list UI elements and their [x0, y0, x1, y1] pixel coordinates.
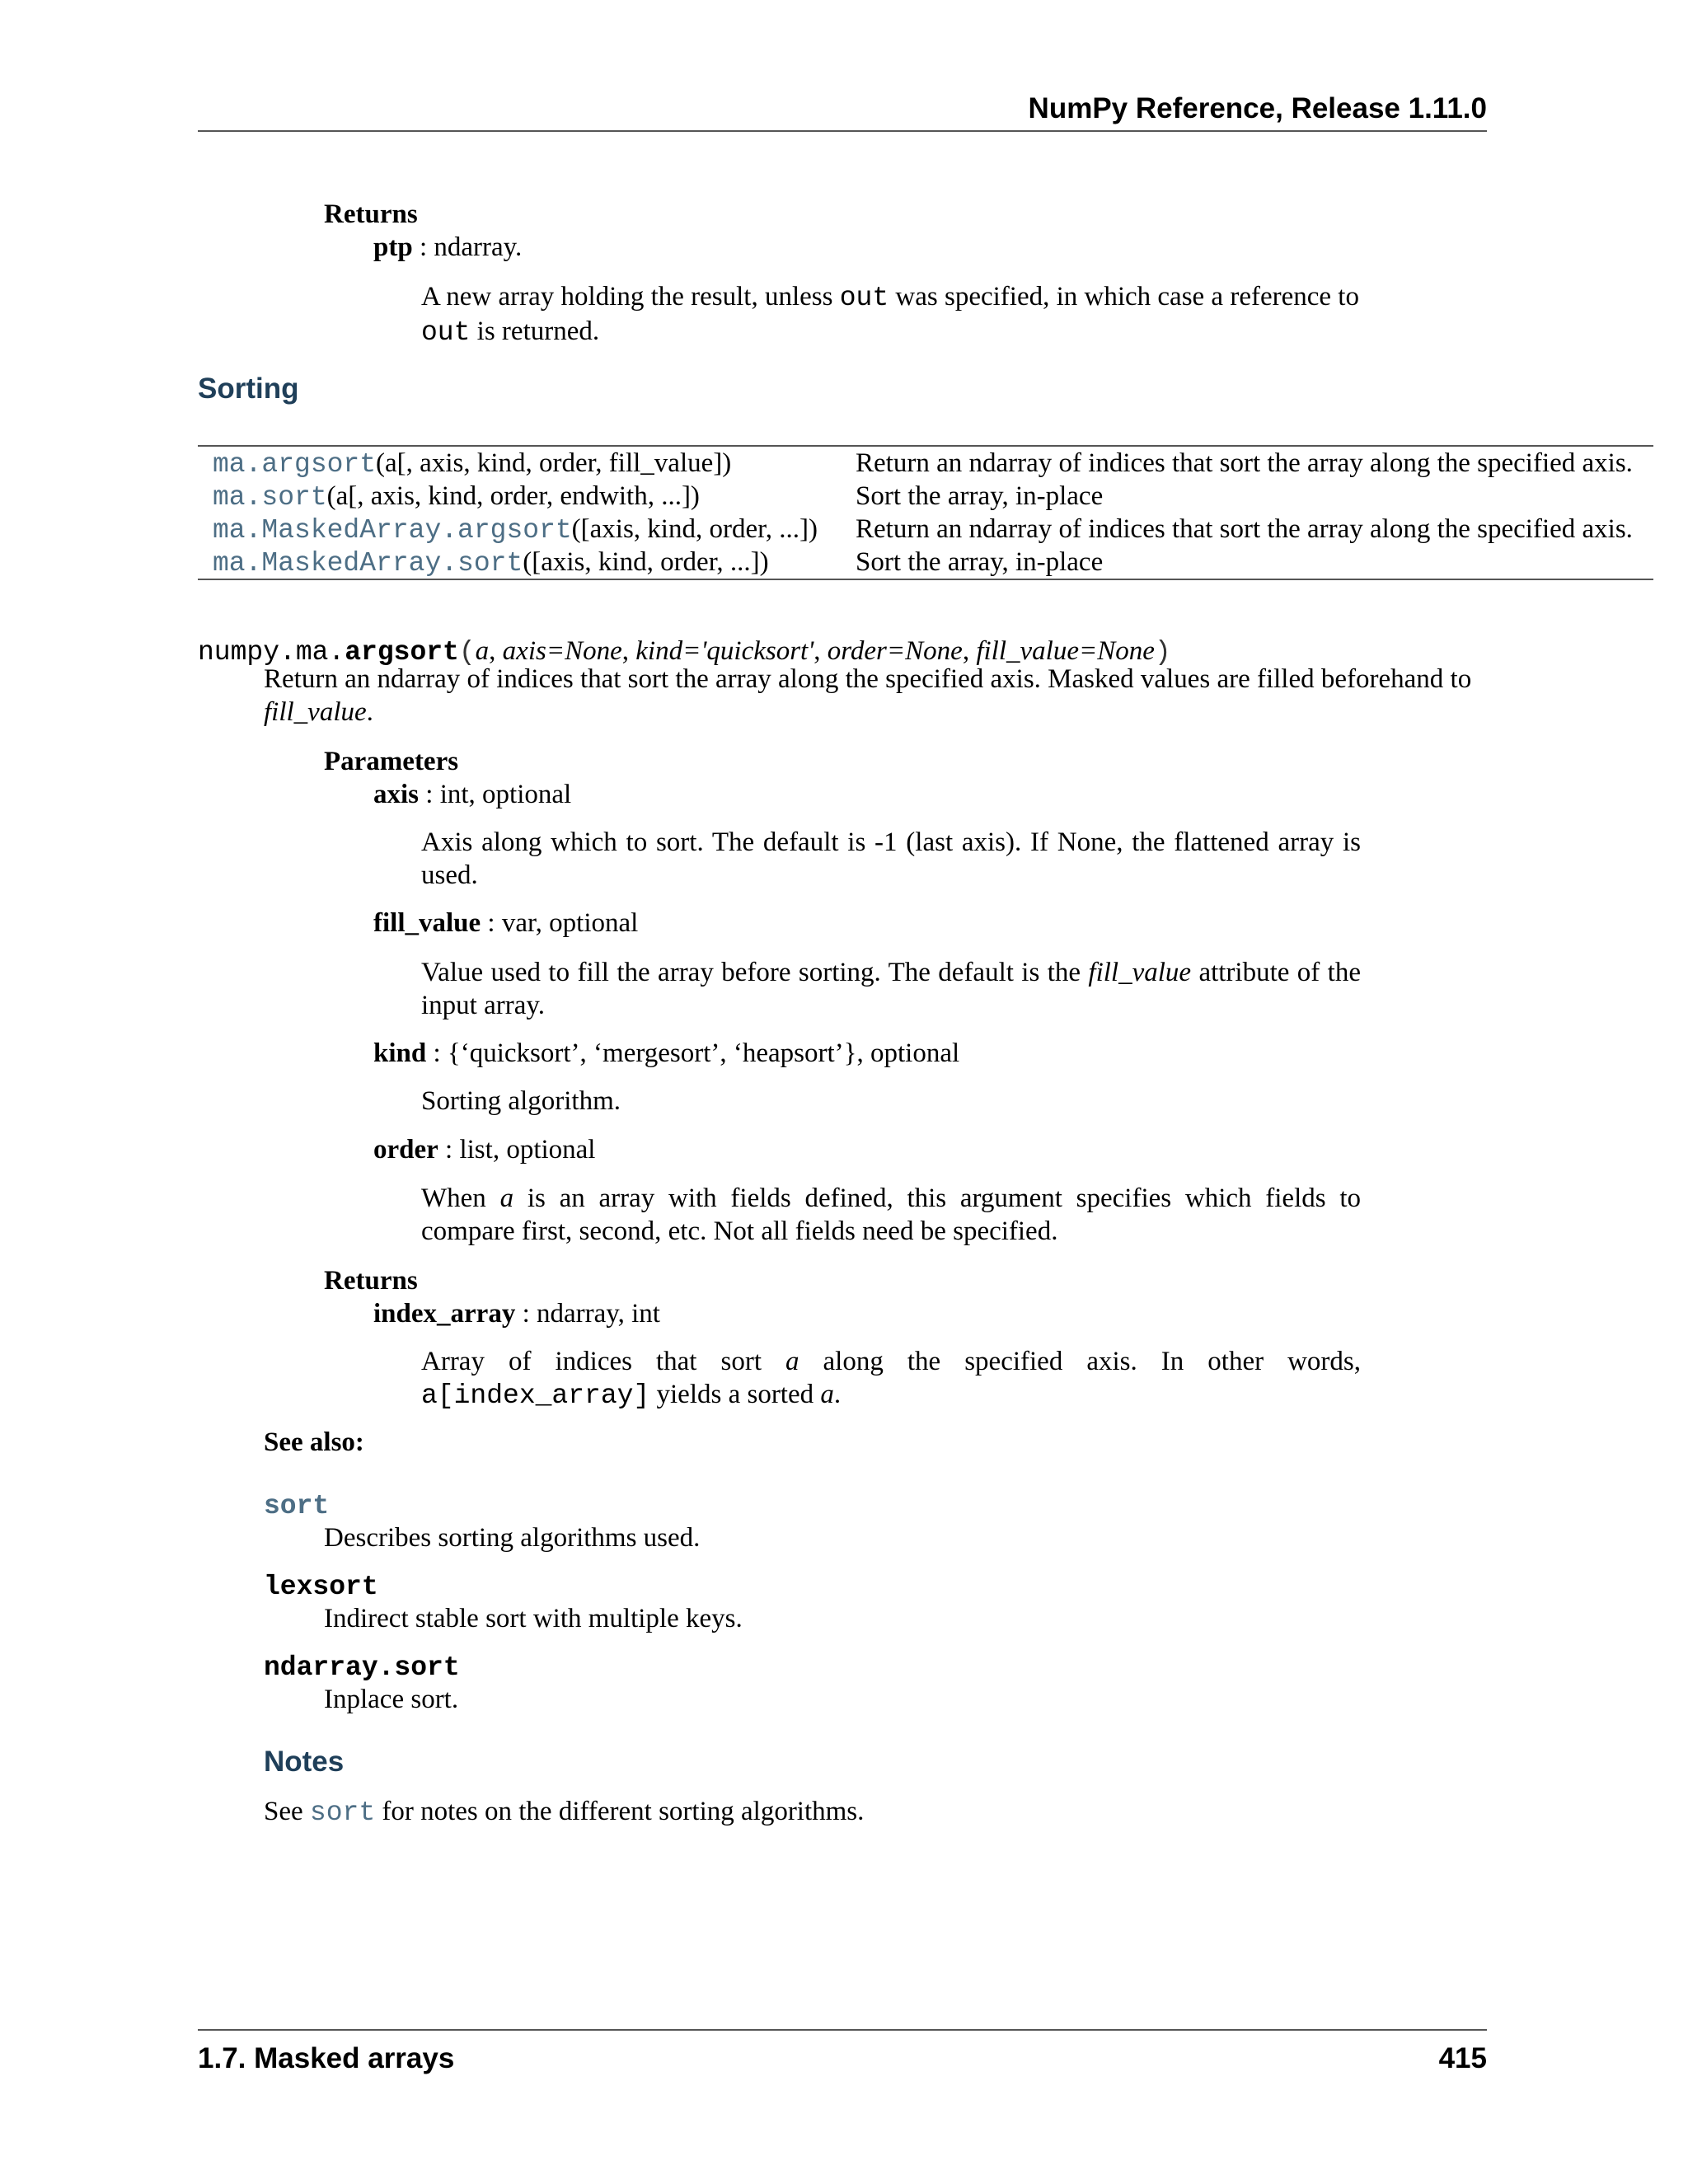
- code-out: out: [839, 283, 889, 313]
- param-axis-description: Axis along which to sort. The default is -1 (last axis). If None, the flattened array is used.: [421, 827, 1361, 890]
- link-maskedarray-argsort[interactable]: ma.MaskedArray.argsort: [213, 515, 572, 546]
- return-description: Array of indices that sort a along the specified axis. In other words, a[index_array] yields a sorted a.: [421, 1347, 1362, 1411]
- ptp-return-value: ptp : ndarray.: [373, 232, 523, 262]
- page-number: 415: [1438, 2042, 1487, 2074]
- see-also-lexsort-desc: Indirect stable sort with multiple keys.: [324, 1604, 743, 1633]
- notes-heading: Notes: [264, 1746, 345, 1778]
- ptp-return-description: A new array holding the result, unless out was specified, in which case a reference to out is returned.: [421, 282, 1359, 348]
- function-signature: numpy.ma.argsort(a, axis=None, kind='quicksort', order=None, fill_value=None): [198, 636, 1171, 668]
- table-row: ma.sort(a[, axis, kind, order, endwith, ...]) Sort the array, in-place: [213, 481, 1104, 513]
- notes-text: See sort for notes on the different sorting algorithms.: [264, 1797, 865, 1828]
- param-order: order : list, optional: [373, 1135, 596, 1165]
- table-row: ma.MaskedArray.sort([axis, kind, order, ...]) Sort the array, in-place: [213, 547, 1104, 579]
- see-also-heading: See also:: [264, 1427, 364, 1457]
- table-row: ma.argsort(a[, axis, kind, order, fill_value]) Return an ndarray of indices that sort the array along the specified axis.: [213, 448, 1633, 480]
- signature-name: argsort: [345, 637, 459, 668]
- code-out: out: [421, 317, 471, 348]
- table-row: ma.MaskedArray.argsort([axis, kind, order, ...]) Return an ndarray of indices that sort the array along the specified axis.: [213, 514, 1633, 546]
- see-also-sort-link[interactable]: sort: [264, 1491, 330, 1521]
- sorting-summary-table: [198, 445, 1653, 580]
- link-ma-sort[interactable]: ma.sort: [213, 482, 327, 513]
- code-index-array: a[index_array]: [421, 1380, 650, 1411]
- param-fill-value: fill_value : var, optional: [373, 908, 639, 938]
- param-fill-value-description: Value used to fill the array before sorting. The default is the fill_value attribute of the input array.: [421, 958, 1361, 1020]
- parameters-heading: Parameters: [324, 747, 459, 776]
- see-also-lexsort: lexsort: [264, 1572, 378, 1602]
- function-description: Return an ndarray of indices that sort the array along the specified axis. Masked values are filled beforehand to fill_value.: [264, 664, 1472, 727]
- ptp-return-name: ptp: [373, 232, 413, 262]
- link-ma-argsort[interactable]: ma.argsort: [213, 449, 377, 480]
- section-title-sorting: Sorting: [198, 373, 299, 405]
- param-axis: axis : int, optional: [373, 780, 572, 809]
- running-title: NumPy Reference, Release 1.11.0: [1028, 92, 1487, 124]
- return-index-array: index_array : ndarray, int: [373, 1299, 660, 1329]
- param-kind: kind : {‘quicksort’, ‘mergesort’, ‘heapsort’}, optional: [373, 1038, 960, 1068]
- see-also-ndarray-sort-desc: Inplace sort.: [324, 1685, 459, 1714]
- param-kind-description: Sorting algorithm.: [421, 1086, 621, 1116]
- page-header: [198, 92, 1487, 132]
- footer-section: 1.7. Masked arrays: [198, 2042, 455, 2074]
- param-order-description: When a is an array with fields defined, this argument specifies which fields to compare first, second, etc. Not all fields need be specified.: [421, 1183, 1362, 1246]
- page-footer: [198, 2029, 1487, 2080]
- signature-prefix: numpy.ma.: [198, 637, 345, 668]
- notes-sort-link[interactable]: sort: [309, 1797, 376, 1828]
- ptp-returns-heading: Returns: [324, 199, 418, 229]
- see-also-sort-desc: Describes sorting algorithms used.: [324, 1523, 701, 1553]
- see-also-ndarray-sort: ndarray.sort: [264, 1652, 460, 1683]
- link-maskedarray-sort[interactable]: ma.MaskedArray.sort: [213, 548, 523, 579]
- ptp-return-type: ndarray.: [434, 232, 523, 262]
- returns-heading: Returns: [324, 1266, 418, 1296]
